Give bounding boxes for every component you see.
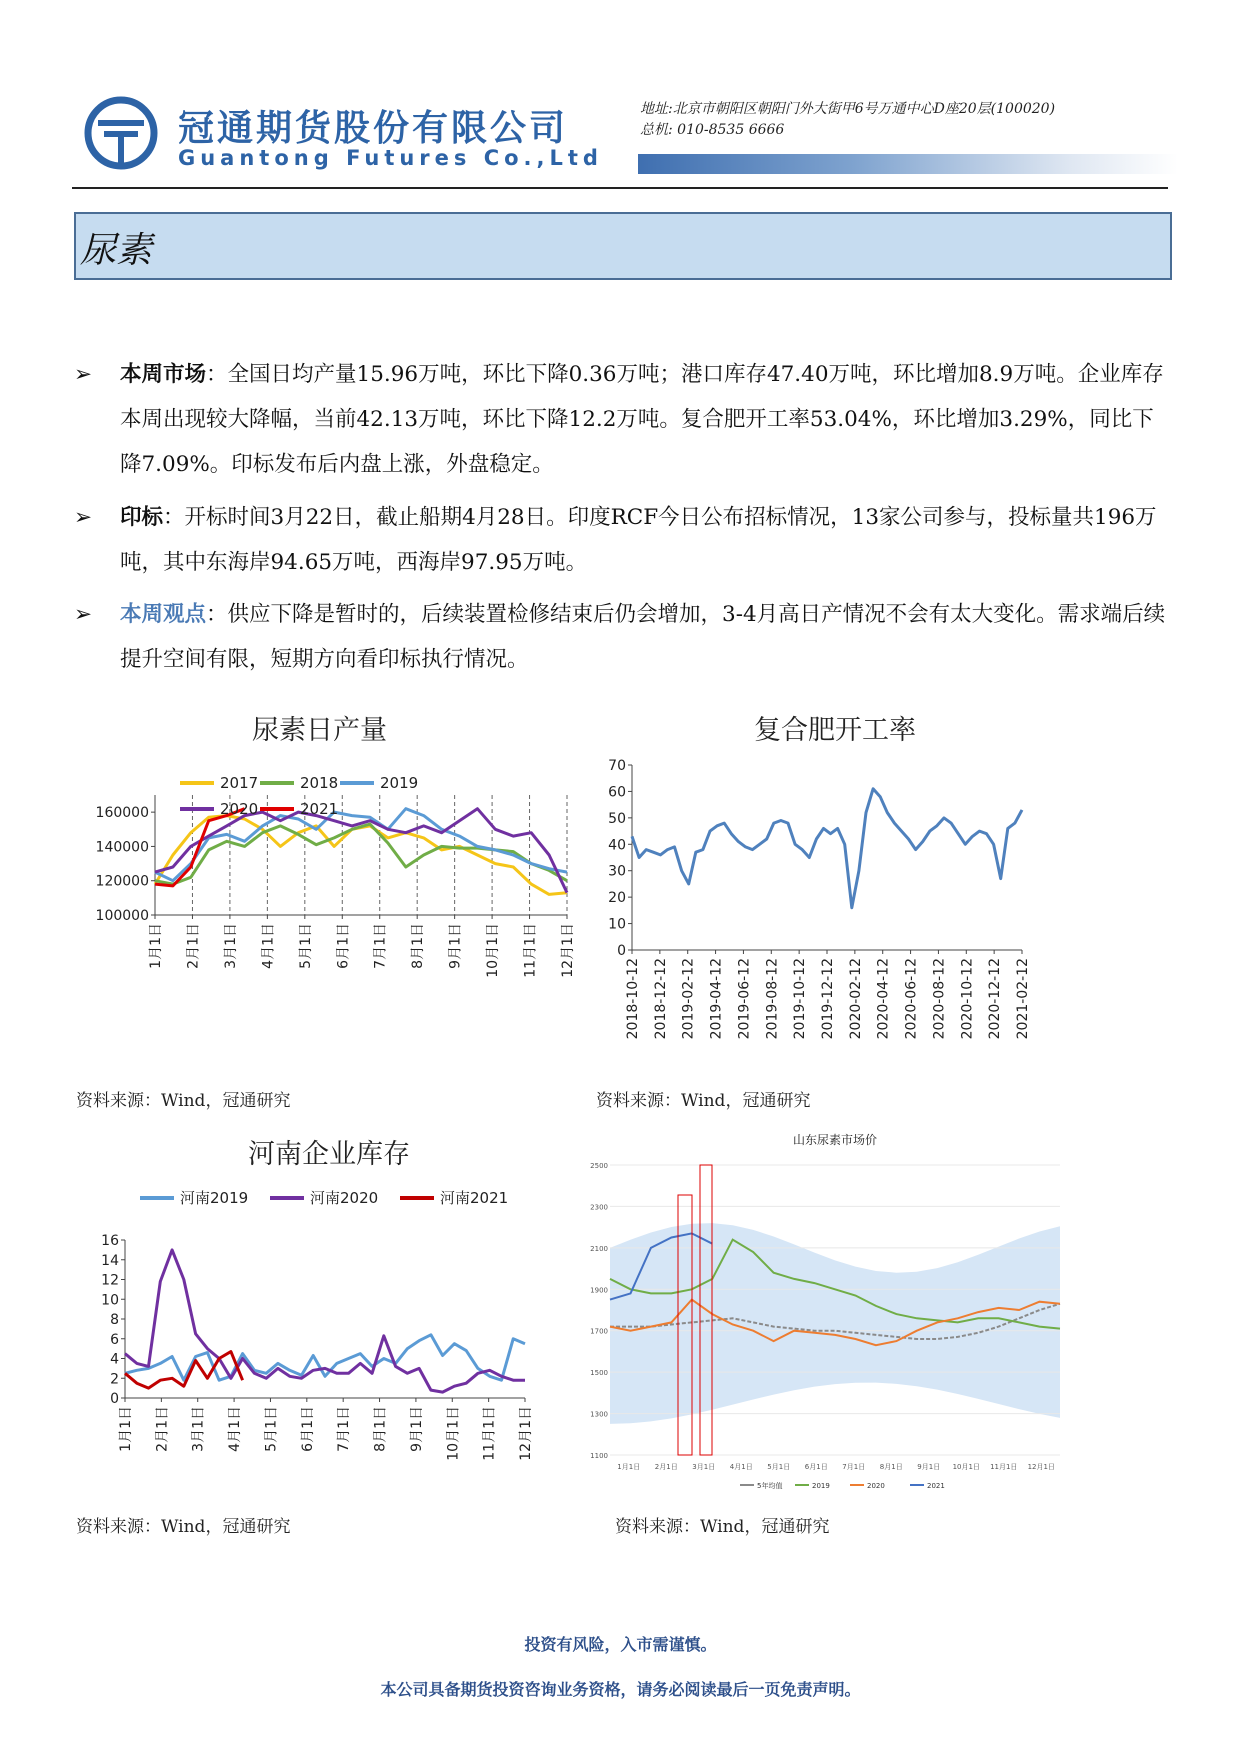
- source-note: 资料来源：Wind，冠通研究: [615, 1517, 830, 1537]
- bullet-text: 全国日均产量15.96万吨，环比下降0.36万吨；港口库存47.40万吨，环比增加8.9万吨。企业库存本周出现较大降幅，当前42.13万吨，环比下降12.2万吨。复合肥开工率53.04%，环比增加3.29%，同比下降7.09%。印标发布后内盘上涨，外盘稳定。: [120, 362, 1164, 477]
- x-tick-label: 9月1日: [408, 1406, 425, 1452]
- legend-label: 5年均值: [757, 1482, 783, 1490]
- x-tick-label: 8月1日: [879, 1463, 903, 1471]
- bullet-label: 本周观点: [120, 602, 207, 627]
- source-note: 资料来源：Wind，冠通研究: [596, 1091, 811, 1111]
- x-tick-label: 2020-10-12: [959, 958, 976, 1040]
- disclaimer-note: 本公司具备期货投资咨询业务资格，请务必阅读最后一页免责声明。: [380, 1680, 861, 1699]
- company-name-en: Guantong Futures Co.,Ltd: [178, 146, 603, 170]
- x-tick-label: 3月1日: [222, 923, 239, 969]
- y-tick-label: 140000: [95, 839, 149, 856]
- bullet-marker: ➢: [74, 362, 93, 387]
- x-tick-label: 1月1日: [148, 923, 164, 969]
- source-note: 资料来源：Wind，冠通研究: [76, 1091, 291, 1111]
- bullet-label: 本周市场: [120, 362, 207, 387]
- y-tick-label: 8: [110, 1312, 119, 1328]
- x-tick-label: 2019-10-12: [792, 958, 809, 1040]
- bullet-marker: ➢: [74, 602, 93, 627]
- x-tick-label: 7月1日: [336, 1406, 353, 1452]
- x-tick-label: 6月1日: [804, 1463, 828, 1471]
- company-phone: 总机: 010-8535 6666: [640, 122, 785, 138]
- y-tick-label: 40: [608, 837, 626, 854]
- y-tick-label: 4: [110, 1351, 119, 1368]
- x-tick-label: 2019-04-12: [708, 958, 725, 1040]
- y-tick-label: 6: [110, 1331, 119, 1348]
- x-tick-label: 11月1日: [990, 1463, 1018, 1471]
- x-tick-label: 2021-02-12: [1015, 958, 1031, 1040]
- x-tick-label: 2019-02-12: [680, 958, 697, 1040]
- x-tick-label: 2019-08-12: [764, 958, 781, 1040]
- header-gradient-bar: [638, 154, 1178, 174]
- x-tick-label: 11月1日: [522, 923, 539, 978]
- y-tick-label: 1700: [590, 1327, 608, 1336]
- x-tick-label: 9月1日: [917, 1463, 941, 1471]
- legend-label: 2020: [867, 1482, 885, 1490]
- y-tick-label: 12: [101, 1272, 119, 1289]
- legend-label: 2017: [220, 774, 259, 792]
- chart-title: 河南企业库存: [248, 1139, 410, 1170]
- legend-label: 2021: [927, 1482, 945, 1490]
- x-tick-label: 4月1日: [227, 1406, 244, 1452]
- section-title: 尿素: [80, 230, 153, 271]
- bullet-text: 供应下降是暂时的，后续装置检修结束后仍会增加，3-4月高日产情况不会有太大变化。需求端后续提升空间有限，短期方向看印标执行情况。: [120, 602, 1166, 672]
- y-tick-label: 0: [617, 943, 626, 959]
- bullet-marker: ➢: [74, 505, 93, 530]
- y-tick-label: 70: [608, 758, 626, 774]
- company-name-cn: 冠通期货股份有限公司: [178, 108, 569, 149]
- section-title-box: [74, 212, 1172, 280]
- y-tick-label: 20: [608, 890, 626, 907]
- x-tick-label: 3月1日: [190, 1406, 207, 1452]
- x-tick-label: 2018-12-12: [652, 958, 669, 1040]
- series-line-2021: [155, 809, 245, 886]
- bullet-market: [74, 352, 1174, 487]
- legend-label: 2019: [380, 774, 419, 792]
- x-tick-label: 1月1日: [617, 1463, 641, 1471]
- x-tick-label: 6月1日: [299, 1406, 316, 1452]
- y-tick-label: 1100: [590, 1452, 608, 1460]
- x-tick-label: 2月1日: [185, 923, 202, 969]
- x-tick-label: 12月1日: [1027, 1463, 1055, 1471]
- bullet-sep: ：: [206, 362, 228, 387]
- y-tick-label: 120000: [95, 873, 149, 890]
- x-tick-label: 8月1日: [372, 1406, 389, 1452]
- legend-label: 河南2021: [440, 1189, 509, 1207]
- x-tick-label: 2020-06-12: [903, 958, 920, 1040]
- x-tick-label: 12月1日: [560, 923, 576, 978]
- x-tick-label: 5月1日: [263, 1406, 280, 1452]
- x-tick-label: 7月1日: [372, 923, 389, 969]
- x-tick-label: 2018-10-12: [625, 958, 641, 1040]
- x-tick-label: 2019-12-12: [820, 958, 836, 1040]
- legend-label: 2021: [300, 800, 339, 818]
- company-logo: [84, 96, 158, 170]
- urea-daily-output-chart: [70, 755, 590, 1065]
- y-tick-label: 100000: [95, 908, 149, 924]
- y-tick-label: 160000: [95, 805, 149, 822]
- x-tick-label: 12月1日: [518, 1406, 534, 1461]
- x-tick-label: 10月1日: [485, 923, 502, 978]
- y-tick-label: 10: [101, 1292, 119, 1309]
- y-tick-label: 30: [608, 863, 626, 880]
- bullet-sep: ：: [163, 505, 185, 530]
- x-tick-label: 9月1日: [447, 923, 464, 969]
- x-tick-label: 5月1日: [297, 923, 314, 969]
- x-tick-label: 3月1日: [692, 1463, 716, 1471]
- shandong-urea-price-chart: [590, 1120, 1090, 1500]
- legend-label: 2018: [300, 774, 339, 792]
- bullet-tender: [74, 495, 1174, 585]
- x-tick-label: 2020-12-12: [987, 958, 1004, 1040]
- y-tick-label: 2: [110, 1371, 119, 1388]
- chart-title: 复合肥开工率: [754, 715, 916, 746]
- legend-label: 河南2019: [180, 1189, 249, 1207]
- x-tick-label: 8月1日: [410, 923, 427, 969]
- y-tick-label: 16: [101, 1233, 119, 1249]
- series-line-河南2019: [125, 1335, 525, 1380]
- x-tick-label: 6月1日: [335, 923, 352, 969]
- y-tick-label: 1500: [590, 1369, 608, 1378]
- y-tick-label: 60: [608, 784, 626, 801]
- legend-label: 河南2020: [310, 1189, 379, 1207]
- compound-fertilizer-rate-chart: [590, 755, 1090, 1065]
- x-tick-label: 11月1日: [481, 1406, 498, 1461]
- chart-title: 尿素日产量: [252, 715, 387, 746]
- x-tick-label: 2020-08-12: [931, 958, 948, 1040]
- series-line-河南2020: [125, 1250, 525, 1392]
- y-tick-label: 10: [608, 916, 626, 933]
- bullet-text: 开标时间3月22日，截止船期4月28日。印度RCF今日公布招标情况，13家公司参与，投标量共196万吨，其中东海岸94.65万吨，西海岸97.95万吨。: [120, 505, 1157, 575]
- risk-warning: 投资有风险，入市需谨慎。: [524, 1635, 717, 1654]
- y-tick-label: 14: [101, 1252, 119, 1269]
- source-note: 资料来源：Wind，冠通研究: [76, 1517, 291, 1537]
- company-address: 地址:北京市朝阳区朝阳门外大街甲6号万通中心D座20层(100020): [640, 101, 1056, 117]
- y-tick-label: 1300: [590, 1410, 608, 1419]
- x-tick-label: 10月1日: [952, 1463, 980, 1471]
- y-tick-label: 50: [608, 810, 626, 827]
- x-tick-label: 1月1日: [118, 1406, 134, 1452]
- y-tick-label: 2300: [590, 1203, 608, 1212]
- x-tick-label: 10月1日: [445, 1406, 462, 1461]
- y-tick-label: 2500: [590, 1162, 608, 1170]
- bullet-sep: ：: [206, 602, 228, 627]
- x-tick-label: 2020-02-12: [847, 958, 864, 1040]
- header-divider: [72, 187, 1168, 189]
- chart-title: 山东尿素市场价: [792, 1133, 878, 1147]
- y-tick-label: 1900: [590, 1286, 608, 1295]
- x-tick-label: 4月1日: [729, 1463, 753, 1471]
- series-line-main: [632, 789, 1022, 908]
- x-tick-label: 4月1日: [260, 923, 277, 969]
- x-tick-label: 2019-06-12: [736, 958, 753, 1040]
- y-tick-label: 0: [110, 1391, 119, 1407]
- x-tick-label: 2月1日: [154, 1406, 171, 1452]
- bullet-view: [74, 592, 1174, 682]
- x-tick-label: 7月1日: [842, 1463, 866, 1471]
- y-tick-label: 2100: [590, 1244, 608, 1253]
- legend-label: 2020: [220, 800, 259, 818]
- x-tick-label: 5月1日: [767, 1463, 791, 1471]
- x-tick-label: 2020-04-12: [875, 958, 892, 1040]
- henan-inventory-chart: [70, 1180, 570, 1470]
- bullet-label: 印标: [120, 505, 164, 530]
- x-tick-label: 2月1日: [654, 1463, 678, 1471]
- legend-label: 2019: [812, 1482, 830, 1490]
